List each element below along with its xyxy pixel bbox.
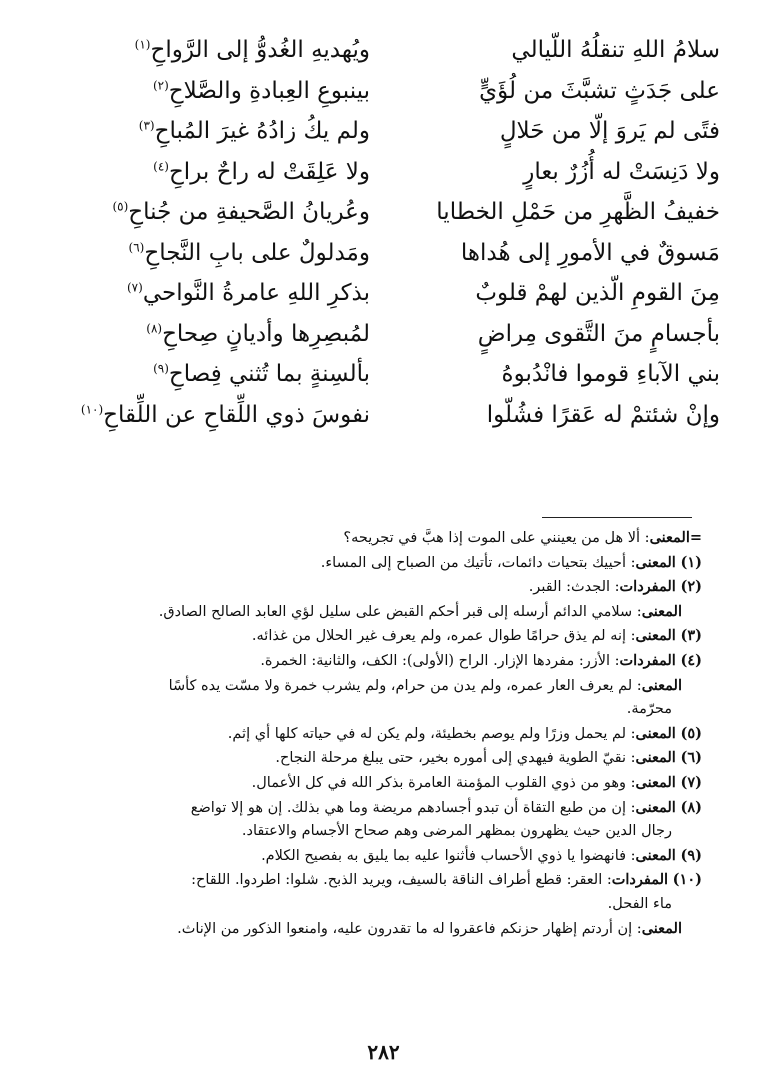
verse	[55, 152, 720, 193]
footnote-number: (٨)	[680, 798, 702, 816]
footnote	[62, 746, 702, 771]
footnote-ref: (٥)	[112, 199, 129, 214]
second-hemistich	[55, 37, 380, 63]
footnote-text: : وهو من ذوي القلوب المؤمنة العامرة بذكر الله في كل الأعمال.	[251, 774, 636, 791]
footnote-label: المعنى	[635, 773, 676, 791]
second-hemistich	[55, 118, 380, 144]
footnote-text: : الأزر: مفردها الإزار. الراح (الأولى): الكف، والثانية: الخمرة.	[260, 652, 620, 669]
first-hemistich: على جَدَثٍ تشبَّثَ من لُؤَيٍّ	[479, 77, 720, 104]
footnote	[62, 917, 702, 942]
first-hemistich: مِنَ القومِ الّذين لهمْ قلوبٌ	[475, 280, 720, 307]
second-hemistich-text: ويُهديهِ الغُدوُّ إلى الرَّواحِ	[150, 37, 370, 64]
second-hemistich	[55, 159, 380, 185]
footnote-text: : لم يحمل وزرًا ولم يوصم بخطيئة، ولم يكن له في حياته كلها أي إثم.	[227, 725, 636, 742]
footnote-label: المعنى	[635, 798, 676, 816]
footnote-number: (٥)	[680, 724, 702, 742]
first-hemistich: ولا دَنِسَتْ له أُزُرٌ بعارٍ	[523, 158, 720, 185]
footnote-label: المفردات	[619, 651, 676, 669]
footnote-label: المعنى	[635, 627, 676, 645]
second-hemistich	[55, 78, 380, 104]
poem	[55, 30, 720, 435]
second-hemistich	[55, 402, 380, 428]
footnote-number: (٢)	[680, 578, 702, 596]
footnote	[62, 649, 702, 674]
second-hemistich	[55, 361, 380, 387]
footnote-number: (٦)	[680, 749, 702, 767]
footnote-number: (١٠)	[672, 871, 702, 889]
footnote-separator	[542, 517, 692, 518]
verse	[55, 354, 720, 395]
first-hemistich: سلامُ اللهِ تنقلُهُ اللّيالي	[511, 37, 720, 64]
footnote	[62, 624, 702, 649]
footnote-label: المعنى	[635, 724, 676, 742]
footnote-text: : ألا هل من يعينني على الموت إذا هبَّ في تجريحه؟	[343, 530, 650, 546]
second-hemistich-text: وعُريانُ الصَّحيفةِ من جُناحِ	[128, 199, 370, 226]
verse	[55, 273, 720, 314]
second-hemistich	[55, 321, 380, 347]
footnotes	[62, 526, 702, 941]
first-hemistich: بني الآباءِ قوموا فانْدُبوهُ	[501, 361, 720, 388]
second-hemistich	[55, 240, 380, 266]
footnote-text: : العقر: قطع أطراف الناقة بالسيف، ويريد الذبح. شلوا: اطردوا. اللقاح:	[191, 872, 612, 889]
footnote-label: المفردات	[619, 578, 676, 596]
second-hemistich-text: بألسِنةٍ بما تُثني فِصاحِ	[168, 361, 370, 388]
footnote	[62, 722, 702, 747]
footnote-label: المعنى	[641, 676, 682, 694]
footnote-text: : لم يعرف العار عمره، ولم يدن من حرام، ولم يشرب خمرة ولا مسّت يده كأسًا	[168, 677, 642, 694]
footnote-number: (٩)	[680, 846, 702, 864]
verse	[55, 314, 720, 355]
footnote-ref: (٦)	[128, 240, 145, 255]
second-hemistich	[55, 280, 380, 306]
footnote-ref: (٧)	[126, 280, 143, 295]
footnote-text: : إنه لم يذق حرامًا طوال عمره، ولم يعرف غير الحلال من غذائه.	[251, 628, 636, 645]
verse	[55, 30, 720, 71]
footnote-text: : أحييك بتحيات دائمات، تأتيك من الصباح إلى المساء.	[320, 554, 636, 571]
footnote-label: المعنى	[635, 553, 676, 571]
footnote-number: (٤)	[680, 651, 702, 669]
footnote-label: المعنى	[641, 919, 682, 937]
second-hemistich-text: بذكرِ اللهِ عامرةُ النَّواحي	[142, 280, 370, 307]
footnote	[62, 674, 702, 699]
first-hemistich: فتًى لم يَروَ إلّا من حَلالٍ	[499, 118, 720, 145]
footnote-label: المعنى	[641, 602, 682, 620]
verse	[55, 233, 720, 274]
footnote-continuation: ماء الفحل.	[607, 895, 672, 912]
first-hemistich: وإنْ شئتمْ له عَقرًا فشُلّوا	[486, 401, 720, 428]
verse	[55, 111, 720, 152]
footnote-continuation: محرّمة.	[626, 701, 672, 718]
first-hemistich: خفيفُ الظَّهرِ من حَمْلِ الخطايا	[436, 199, 720, 226]
footnote-label: =المعنى	[649, 529, 702, 546]
verse	[55, 192, 720, 233]
footnote	[62, 844, 702, 869]
second-hemistich-text: لمُبصِرِها وأديانٍ صِحاحِ	[162, 320, 370, 347]
footnote-number: (١)	[680, 553, 702, 571]
footnote-text: : فانهضوا يا ذوي الأحساب فأثنوا عليه بما يليق به بفصيح الكلام.	[261, 847, 636, 864]
footnote-label: المفردات	[611, 871, 669, 889]
verse	[55, 71, 720, 112]
footnote-ref: (٤)	[153, 159, 169, 174]
footnote-ref: (٣)	[138, 118, 155, 133]
verse	[55, 395, 720, 436]
footnote	[62, 600, 702, 625]
footnote-number: (٣)	[680, 627, 702, 645]
footnote	[62, 796, 702, 821]
footnote-text: : نقيّ الطوية فيهدي إلى أموره بخير، حتى يبلغ مرحلة النجاح.	[275, 750, 636, 767]
first-hemistich: بأجسامٍ منَ التَّقوى مِراضٍ	[477, 320, 720, 347]
footnote-text: : إن من طبع التقاة أن تبدو أجسادهم مريضة وما هي بذلك. إن هو إلا تواضع	[190, 799, 636, 816]
page-number: ٢٨٢	[367, 1040, 400, 1064]
second-hemistich-text: نفوسَ ذوي اللِّقاحِ عن اللِّقاحِ	[103, 401, 370, 428]
footnote	[62, 526, 702, 551]
footnote	[62, 771, 702, 796]
footnote-label: المعنى	[635, 846, 676, 864]
footnote-text: : سلامي الدائم أرسله إلى قبر أحكم القبض على سليل لؤي العابد الصالح الصادق.	[158, 603, 642, 620]
footnote-ref: (٢)	[152, 78, 169, 93]
footnote-text: : إن أردتم إظهار حزنكم فاعقروا له ما تقدرون عليه، وامنعوا الذكور من الإناث.	[177, 920, 642, 937]
second-hemistich-text: ولم يكُ زادُهُ غيرَ المُباحِ	[154, 118, 370, 145]
footnote-ref: (١٠)	[80, 402, 104, 417]
footnote-text: : الجدث: القبر.	[528, 579, 620, 596]
footnote-ref: (٩)	[153, 361, 169, 376]
footnote	[62, 575, 702, 600]
second-hemistich-text: بينبوعِ العِبادةِ والصَّلاحِ	[168, 77, 370, 104]
footnote	[62, 551, 702, 576]
footnote-continuation: رجال الدين حيث يظهرون بمظهر المرضى وهم صحاح الأجسام والاعتقاد.	[241, 823, 672, 840]
second-hemistich	[55, 199, 380, 225]
footnote-ref: (١)	[134, 37, 151, 52]
first-hemistich: مَسوقٌ في الأمورِ إلى هُداها	[460, 239, 720, 266]
second-hemistich-text: ومَدلولٌ على بابِ النَّجاحِ	[144, 239, 370, 266]
footnote-ref: (٨)	[146, 321, 163, 336]
second-hemistich-text: ولا عَلِقَتْ له راحٌ براحِ	[168, 158, 370, 185]
footnote-label: المعنى	[635, 749, 676, 767]
footnote-number: (٧)	[680, 773, 702, 791]
footnote	[62, 868, 702, 893]
